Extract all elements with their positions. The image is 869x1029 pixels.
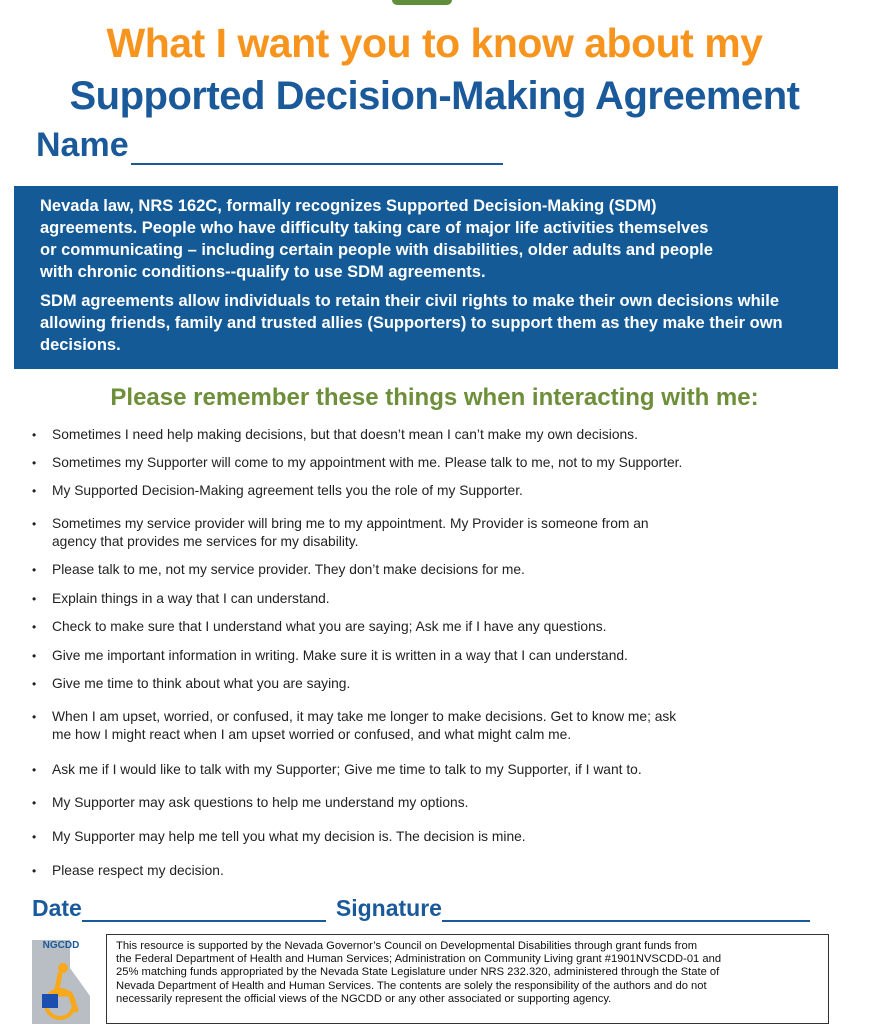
bullet-item (32, 708, 722, 744)
bullet-dot: • (32, 456, 37, 470)
bullet-text (52, 862, 224, 880)
bullet-item (32, 828, 722, 846)
bullet-dot: • (32, 620, 37, 634)
disclaimer-line: 25% matching funds appropriated by the Nevada State Legislature under NRS 232.320, administered through the State of (116, 966, 720, 979)
bullet-item (32, 761, 722, 779)
bullet-dot: • (32, 428, 37, 442)
bullet-line: My Supported Decision-Making agreement tells you the role of my Supporter. (52, 483, 523, 498)
signature-label: Signature (335, 895, 442, 921)
bullet-line: My Supporter may help me tell you what my decision is. The decision is mine. (52, 829, 526, 844)
title-line-1: What I want you to know about my (106, 20, 763, 66)
logo-text: NGCDD (42, 940, 80, 951)
disclaimer-line: the Federal Department of Health and Human Services; Administration on Community Living grant #1901NVSCDD-01 and (116, 953, 722, 966)
bullet-text (52, 675, 350, 693)
bullet-text (52, 561, 525, 579)
intro-p2-line: SDM agreements allow individuals to retain their civil rights to make their own decisions while (40, 292, 780, 310)
bullet-line: My Supporter may ask questions to help me understand my options. (52, 795, 469, 810)
intro-p1-line: or communicating – including certain people with disabilities, older adults and people (40, 241, 713, 259)
bullet-line: Sometimes my service provider will bring me to my appointment. My Provider is someone from an (52, 516, 649, 531)
ngcdd-logo (30, 938, 92, 1024)
disclaimer-line: necessarily represent the official views of the NGCDD or any other associated or supporting agency. (116, 992, 612, 1005)
bullet-line: Give me important information in writing. Make sure it is written in a way that I can understand. (52, 648, 628, 663)
bullet-item (32, 647, 722, 665)
date-label: Date (32, 895, 82, 921)
bullet-dot: • (32, 864, 37, 878)
bullet-item (32, 862, 722, 880)
date-signature-row (32, 895, 810, 922)
date-blank-line[interactable] (82, 898, 326, 922)
intro-p1-line: agreements. People who have difficulty taking care of major life activities themselves (40, 219, 709, 237)
bullet-item (32, 426, 722, 444)
bullet-dot: • (32, 677, 37, 691)
bullet-item (32, 482, 722, 500)
bullet-dot: • (32, 592, 37, 606)
bullet-text (52, 590, 330, 608)
intro-p2-line: decisions. (40, 336, 121, 354)
bullet-dot: • (32, 484, 37, 498)
bullet-line: me how I might react when I am upset worried or confused, and what might calm me. (52, 727, 572, 742)
name-label: Name (36, 126, 129, 164)
bullet-line: Sometimes I need help making decisions, but that doesn’t mean I can’t make my own decisions. (52, 427, 638, 442)
disclaimer-line: Nevada Department of Health and Human Services. The contents are solely the responsibility of the authors and do not (116, 979, 707, 992)
bullet-line: Please respect my decision. (52, 863, 224, 878)
bullet-item (32, 515, 722, 551)
bullet-text (52, 426, 638, 444)
bullet-line: Give me time to think about what you are saying. (52, 676, 351, 691)
bullet-item (32, 590, 722, 608)
intro-p1-line: with chronic conditions--qualify to use SDM agreements. (40, 263, 486, 281)
bullet-line: Ask me if I would like to talk with my Supporter; Give me time to talk to my Supporter, if I want to. (52, 762, 642, 777)
bullet-line: When I am upset, worried, or confused, it may take me longer to make decisions. Get to know me; ask (52, 709, 677, 724)
bullet-text (52, 794, 468, 812)
bullet-line: Sometimes my Supporter will come to my appointment with me. Please talk to me, not to my Supporter. (52, 455, 683, 470)
bullet-dot: • (32, 796, 37, 810)
bullet-text (52, 618, 606, 636)
bullet-item (32, 794, 722, 812)
bullet-item (32, 454, 722, 472)
bullet-item (32, 561, 722, 579)
remember-heading: Please remember these things when interacting with me: (110, 384, 759, 411)
bullet-dot: • (32, 649, 37, 663)
bullet-line: Explain things in a way that I can understand. (52, 591, 330, 606)
intro-p1-line: Nevada law, NRS 162C, formally recognizes Supported Decision-Making (SDM) (40, 197, 657, 215)
bullet-item (32, 675, 722, 693)
bullet-dot: • (32, 763, 37, 777)
bullet-text (52, 828, 526, 846)
bullet-text (52, 454, 682, 472)
bullet-line: agency that provides me services for my disability. (52, 534, 359, 549)
bullet-text (52, 761, 642, 779)
bullet-line: Check to make sure that I understand what you are saying; Ask me if I have any questions. (52, 619, 607, 634)
disclaimer-box (106, 934, 829, 1024)
title-line-2: Supported Decision-Making Agreement (69, 74, 800, 118)
bullet-text (52, 515, 649, 551)
bullet-text (52, 708, 676, 744)
bullet-dot: • (32, 710, 37, 724)
intro-p2-line: allowing friends, family and trusted allies (Supporters) to support them as they make their own (40, 314, 783, 332)
bullet-line: Please talk to me, not my service provider. They don’t make decisions for me. (52, 562, 525, 577)
bullet-item (32, 618, 722, 636)
disclaimer-line: This resource is supported by the Nevada Governor’s Council on Developmental Disabilities through grant funds from (116, 940, 698, 952)
bullet-dot: • (32, 830, 37, 844)
bullet-dot: • (32, 563, 37, 577)
signature-blank-line[interactable] (442, 898, 810, 922)
bullet-text (52, 482, 523, 500)
bullet-text (52, 647, 628, 665)
bullet-dot: • (32, 517, 37, 531)
